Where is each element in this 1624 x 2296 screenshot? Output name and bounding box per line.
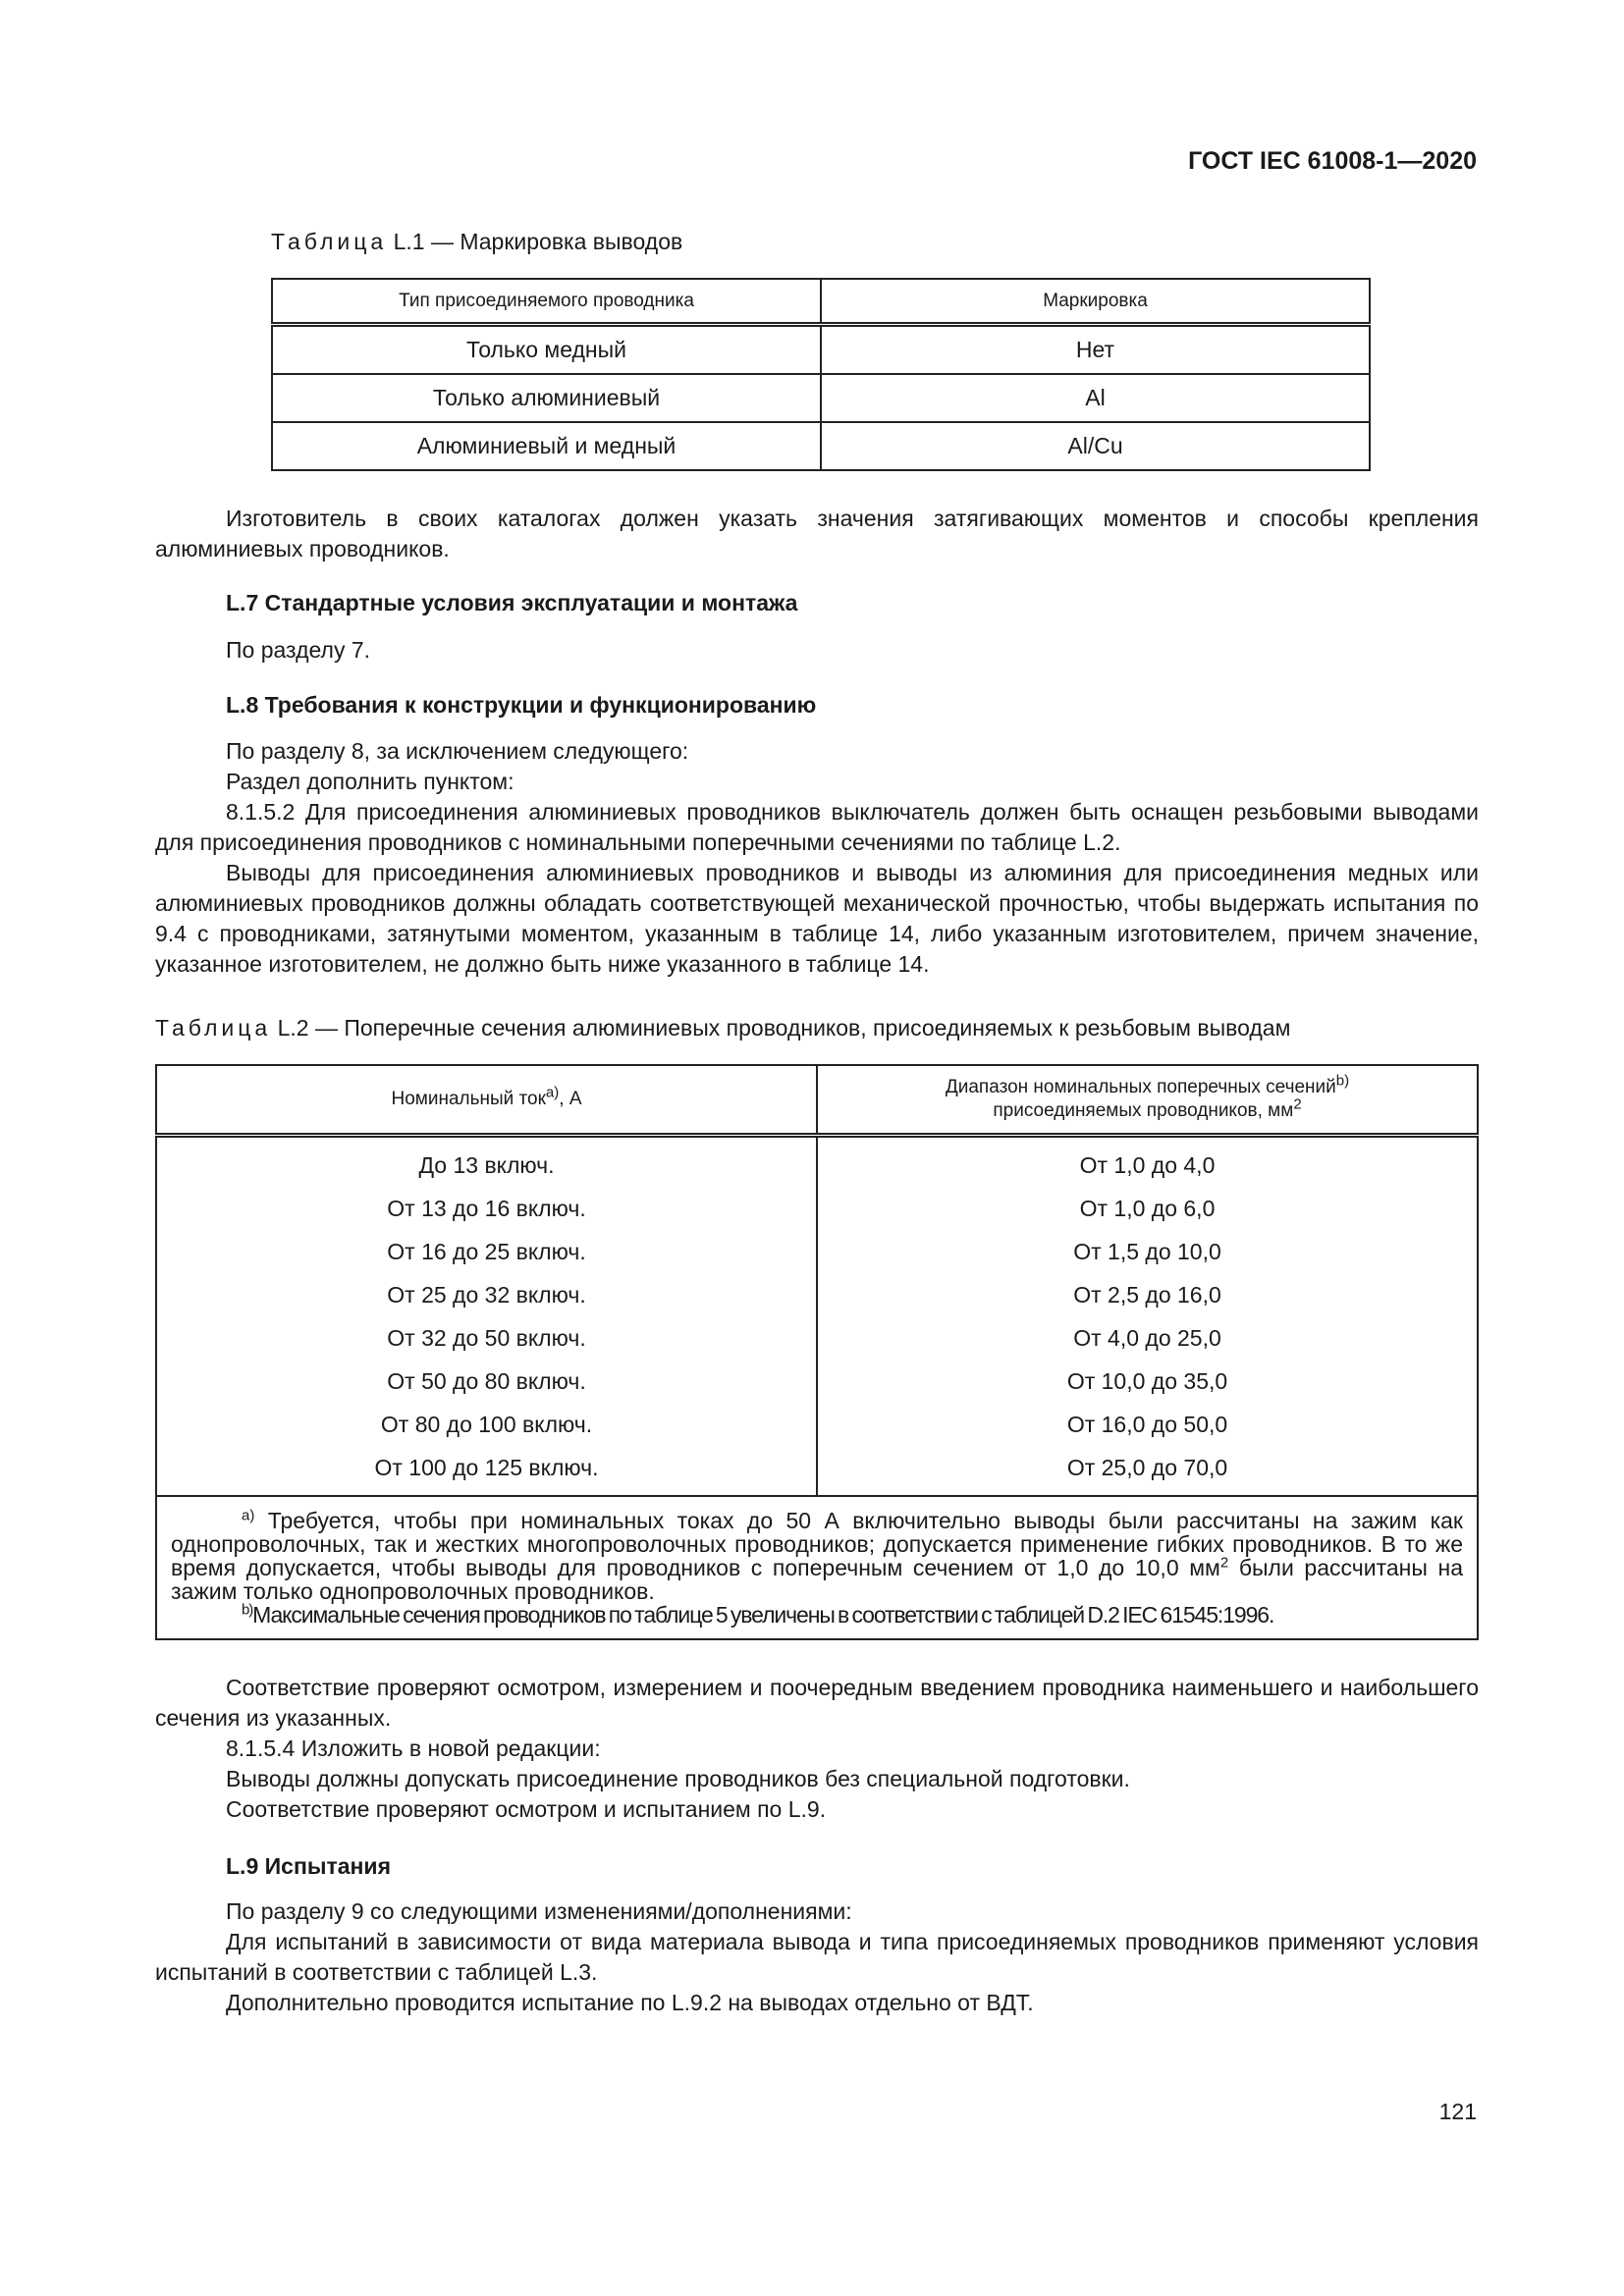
table-row [156,1360,1478,1403]
superscript: 2 [1219,1554,1229,1572]
paragraph-8152: 8.1.5.2 Для присоединения алюминиевых проводников выключатель должен быть оснащен резьбовыми выводами для присоединения проводников с номинальными поперечными сечениями по таблице L.2. [155,799,1479,855]
header-text: Номинальный ток [391,1089,546,1109]
table-l2-caption-word: Таблица [155,1015,272,1041]
table-cell: Al [821,374,1370,422]
superscript: 2 [1293,1095,1302,1113]
table-cell: От 2,5 до 16,0 [817,1273,1478,1316]
table-l2 [155,1064,1479,1640]
table-cell: Алюминиевый и медный [272,422,821,470]
footnote-mark: a) [545,1084,560,1101]
table-l1-header-marking: Маркировка [821,279,1370,325]
table-cell: Только алюминиевый [272,374,821,422]
table-row [272,325,1370,375]
header-text: присоединяемых проводников, мм [993,1100,1294,1121]
document-designation: ГОСТ IEC 61008-1—2020 [1188,147,1477,175]
page-number: 121 [1438,2099,1477,2124]
footnote-mark: a) [242,1507,255,1524]
table-l2-caption-title: L.2 — Поперечные сечения алюминиевых проводников, присоединяемых к резьбовым выводам [271,1015,1291,1041]
footnote-mark: b) [242,1601,253,1619]
table-row [156,1136,1478,1188]
table-cell: Нет [821,325,1370,375]
table-cell: Al/Cu [821,422,1370,470]
table-l1 [271,278,1371,471]
footnote-b [171,1603,1463,1627]
table-cell: От 80 до 100 включ. [156,1403,817,1446]
paragraph-terminals-strength: Выводы для присоединения алюминиевых проводников и выводы из алюминия для присоединения медных или алюминиевых проводников должны обладать соответствующей механической прочностью, чтобы выдержать испытания по 9.4 с проводниками, затянутыми моментом, указанным в таблице 14, либо указанным изготовителем, причем значение, указанное изготовителем, не должно быть ниже указанного в таблице 14. [155,860,1479,977]
table-cell: От 4,0 до 25,0 [817,1316,1478,1360]
paragraph-l9-line1: По разделу 9 со следующими изменениями/дополнениями: [226,1898,852,1924]
paragraph-l7-text: По разделу 7. [226,637,371,663]
header-unit: , А [559,1089,582,1109]
table-cell: От 1,0 до 4,0 [817,1136,1478,1188]
footnote-text: Максимальные сечения проводников по таблице 5 увеличены в соответствии с таблицей D.2 IEC 61545:1996. [252,1602,1274,1628]
section-heading-l7: L.7 Стандартные условия эксплуатации и монтажа [226,590,798,615]
paragraph-l8-line2: Раздел дополнить пунктом: [226,769,514,794]
paragraph-additional-test: Дополнительно проводится испытание по L.9.2 на выводах отдельно от ВДТ. [226,1990,1034,2015]
section-heading-l9: L.9 Испытания [226,1853,391,1879]
table-cell: До 13 включ. [156,1136,817,1188]
paragraph-l8-line1: По разделу 8, за исключением следующего: [226,738,689,764]
table-l2-notes-row [156,1496,1478,1639]
table-cell: От 50 до 80 включ. [156,1360,817,1403]
table-l1-caption-title: L.1 — Маркировка выводов [387,229,683,254]
table-l2-notes [156,1496,1478,1639]
paragraph-compliance-l9: Соответствие проверяют осмотром и испытанием по L.9. [226,1796,827,1822]
table-row [156,1230,1478,1273]
table-row [156,1273,1478,1316]
table-l2-caption [155,1015,1290,1041]
table-l1-header-conductor-type: Тип присоединяемого проводника [272,279,821,325]
section-heading-l8: L.8 Требования к конструкции и функционированию [226,692,817,718]
paragraph-terminals-preparation: Выводы должны допускать присоединение проводников без специальной подготовки. [226,1766,1130,1791]
footnote-text: Требуется, чтобы при номинальных токах до 50 А включительно выводы были рассчитаны на зажим как однопроволочных, так и жестких многопроволочных проводников; допускается применение гибких проводников. В то же время допускается, чтобы выводы для проводников с поперечным сечением от 1,0 до 10,0 мм [171,1508,1463,1580]
footnote-mark: b) [1335,1072,1350,1090]
table-row [156,1187,1478,1230]
table-cell: От 1,5 до 10,0 [817,1230,1478,1273]
table-l2-header-rated-current [156,1065,817,1136]
paragraph-compliance-check: Соответствие проверяют осмотром, измерением и поочередным введением проводника наименьшего и наибольшего сечения из указанных. [155,1675,1479,1731]
table-cell: От 25 до 32 включ. [156,1273,817,1316]
table-cell: От 16,0 до 50,0 [817,1403,1478,1446]
table-l2-header-row [156,1065,1478,1136]
table-row [272,374,1370,422]
table-cell: От 25,0 до 70,0 [817,1446,1478,1496]
footnote-text: были рассчитаны на зажим только однопроволочных проводников. [171,1555,1463,1604]
table-row [156,1446,1478,1496]
paragraph-8154: 8.1.5.4 Изложить в новой редакции: [226,1735,601,1761]
table-row [156,1403,1478,1446]
footnote-a [171,1509,1463,1603]
table-l1-header-row [272,279,1370,325]
table-row [156,1316,1478,1360]
table-l1-caption-word: Таблица [271,229,388,254]
table-cell: Только медный [272,325,821,375]
table-cell: От 16 до 25 включ. [156,1230,817,1273]
table-cell: От 32 до 50 включ. [156,1316,817,1360]
paragraph-manufacturer-catalogs: Изготовитель в своих каталогах должен указать значения затягивающих моментов и способы крепления алюминиевых проводников. [155,506,1479,561]
table-cell: От 10,0 до 35,0 [817,1360,1478,1403]
table-row [272,422,1370,470]
paragraph-test-conditions: Для испытаний в зависимости от вида материала вывода и типа присоединяемых проводников применяют условия испытаний в соответствии с таблицей L.3. [155,1929,1479,1985]
table-cell: От 13 до 16 включ. [156,1187,817,1230]
table-cell: От 100 до 125 включ. [156,1446,817,1496]
table-l2-header-cross-section [817,1065,1478,1136]
header-text: Диапазон номинальных поперечных сечений [945,1077,1336,1097]
table-l1-caption [271,229,682,255]
table-cell: От 1,0 до 6,0 [817,1187,1478,1230]
